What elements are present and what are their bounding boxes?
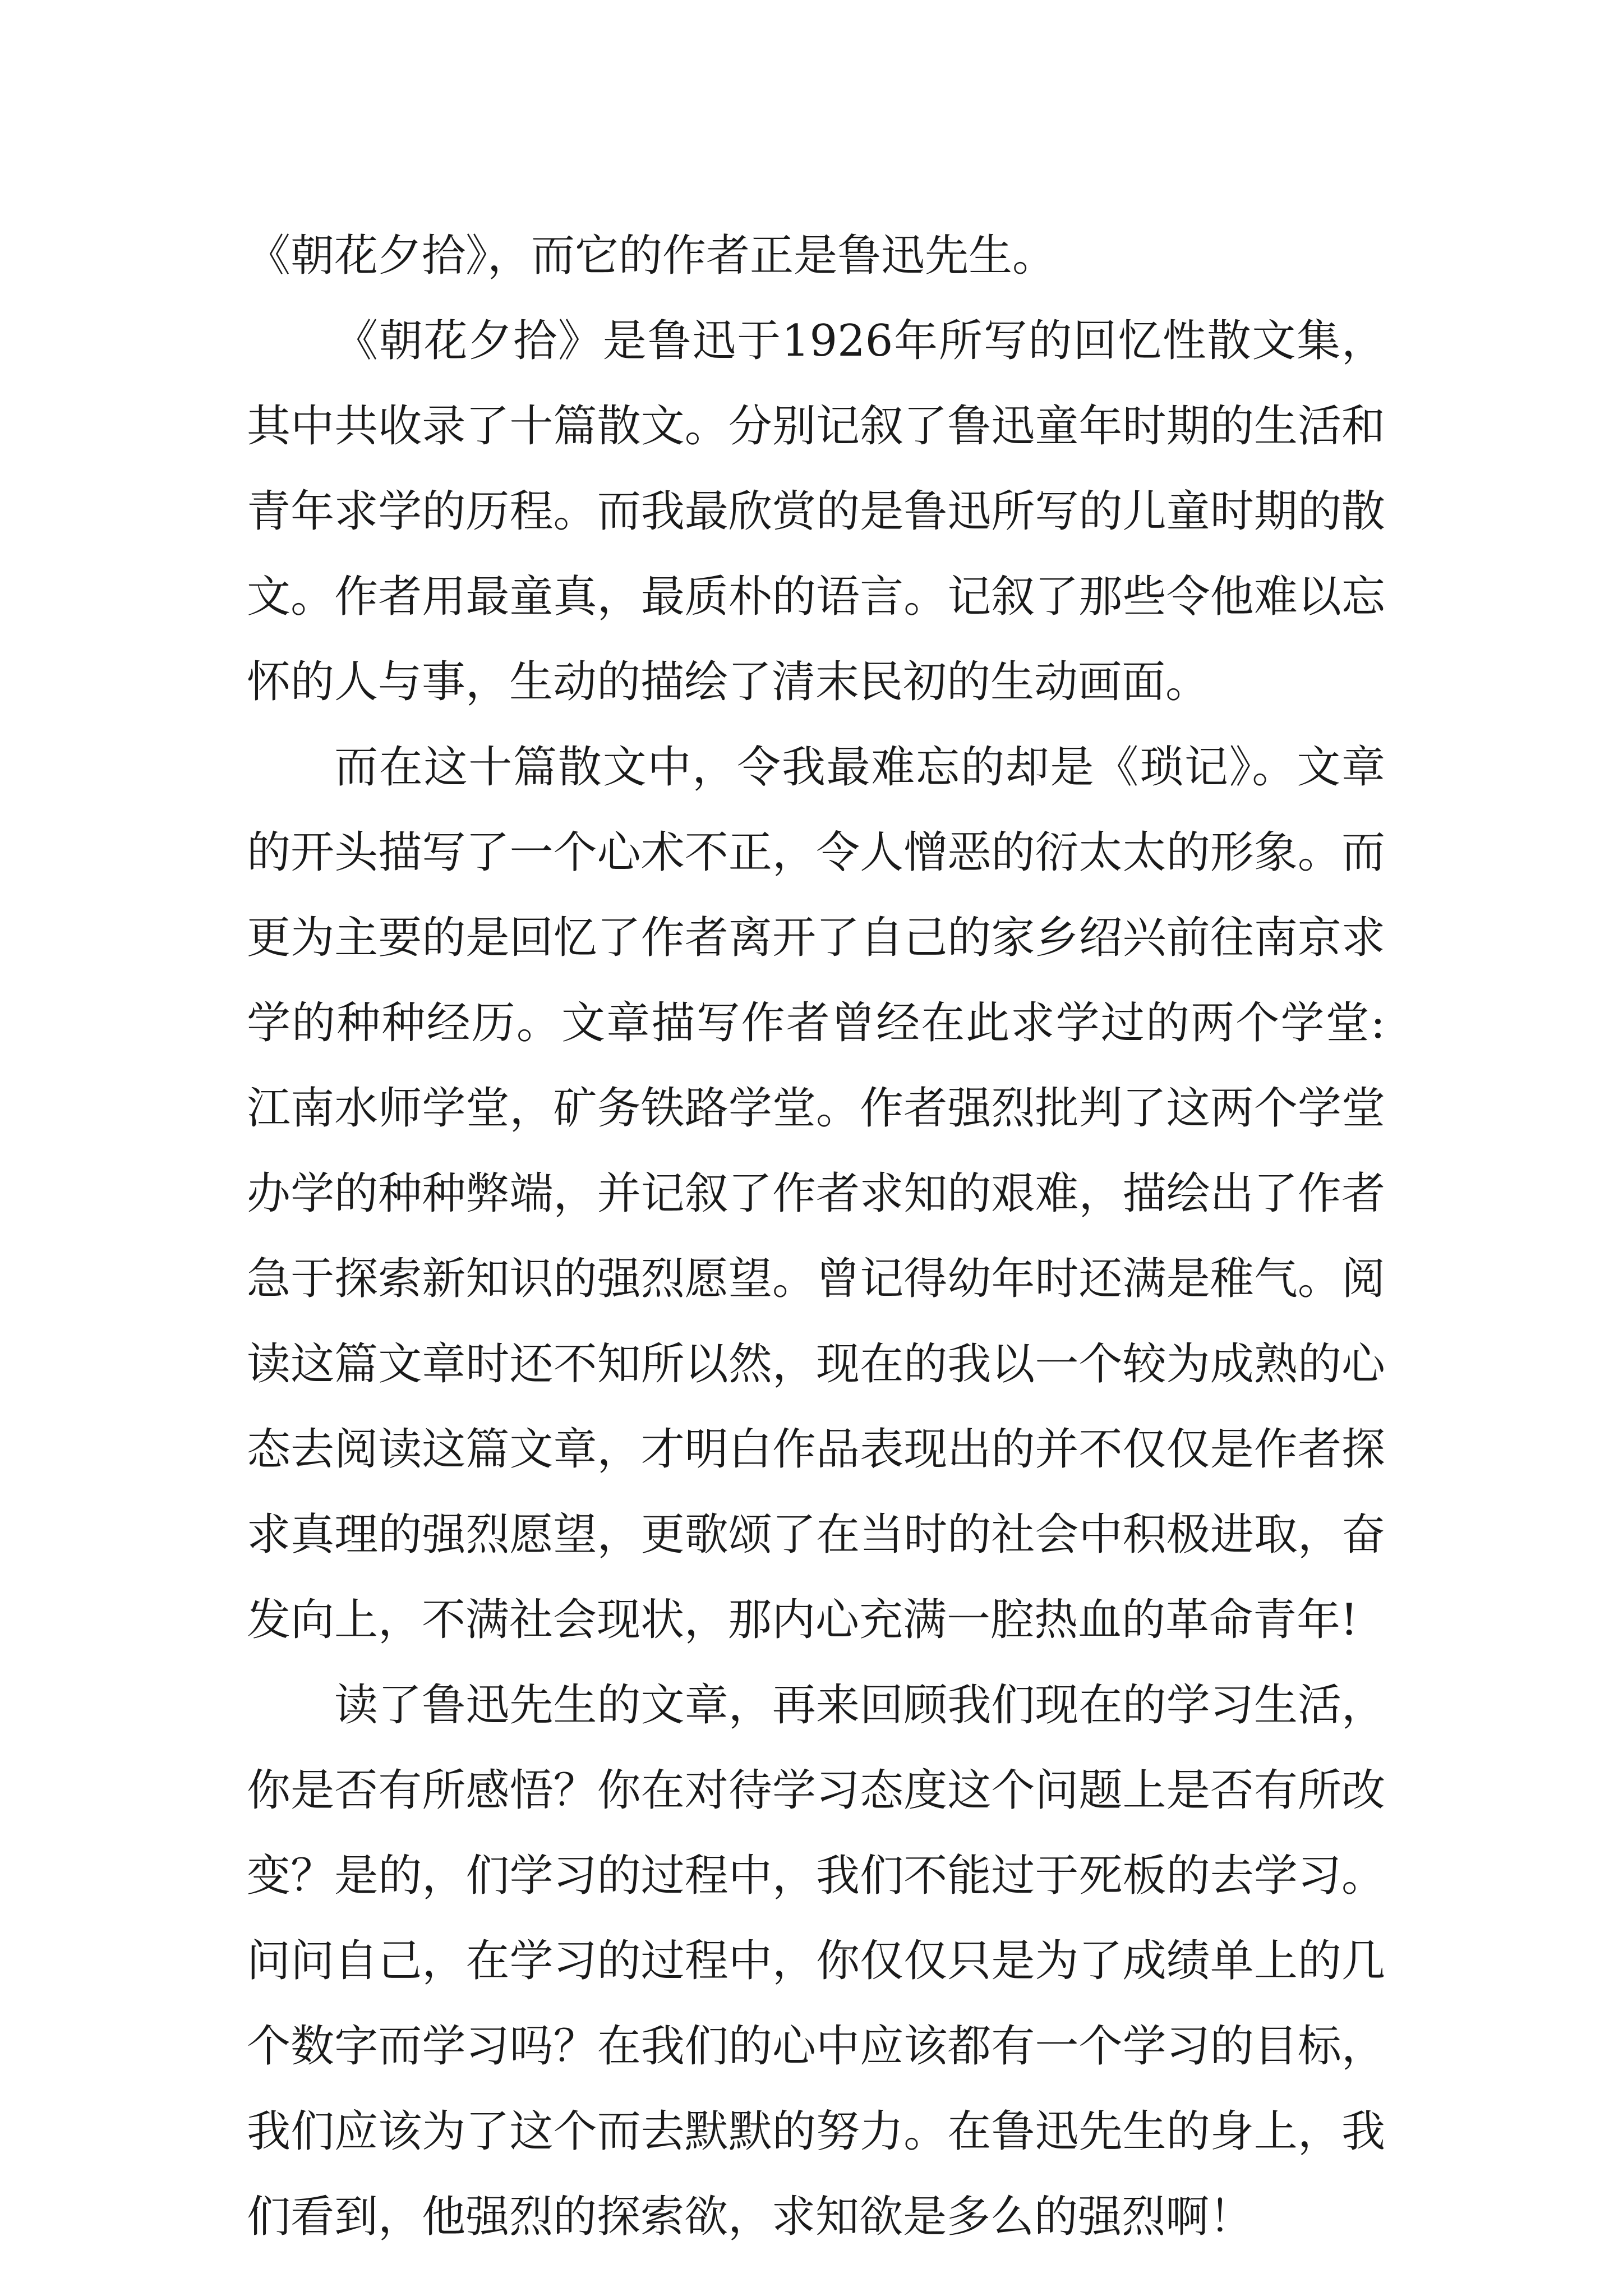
paragraph-3: 而在这十篇散文中，令我最难忘的却是《琐记》。文章的开头描写了一个心术不正，令人憎恶的衍太太的形象。而更为主要的是回忆了作者离开了自己的家乡绍兴前往南京求学的种种经历。文章描写作者曾经在此求学过的两个学堂:江南水师学堂，矿务铁路学堂。作者强烈批判了这两个学堂办学的种种弊端，并记叙了作者求知的艰难，描绘出了作者急于探索新知识的强烈愿望。曾记得幼年时还满是稚气。阅读这篇文章时还不知所以然，现在的我以一个较为成熟的心态去阅读这篇文章，才明白作品表现出的并不仅仅是作者探求真理的强烈愿望，更歌颂了在当时的社会中积极进取，奋发向上，不满社会现状，那内心充满一腔热血的革命青年! [247,742,1385,1645]
paragraph-4: 读了鲁迅先生的文章，再来回顾我们现在的学习生活，你是否有所感悟？你在对待学习态度这个问题上是否有所改变？是的，们学习的过程中，我们不能过于死板的去学习。问问自己，在学习的过程中，你仅仅只是为了成绩单上的几个数字而学习吗？在我们的心中应该都有一个学习的目标，我们应该为了这个而去默默的努力。在鲁迅先生的身上，我们看到，他强烈的探索欲，求知欲是多么的强烈啊！ [247,1680,1385,2242]
paragraph-2: 《朝花夕拾》是鲁迅于1926年所写的回忆性散文集，其中共收录了十篇散文。分别记叙了鲁迅童年时期的生活和青年求学的历程。而我最欣赏的是鲁迅所写的儿童时期的散文。作者用最童真，最质朴的语言。记叙了那些令他难以忘怀的人与事，生动的描绘了清末民初的生动画面。 [247,316,1385,707]
paragraph-1: 《朝花夕拾》，而它的作者正是鲁迅先生。 [247,231,1057,281]
essay-body [247,213,1385,2260]
